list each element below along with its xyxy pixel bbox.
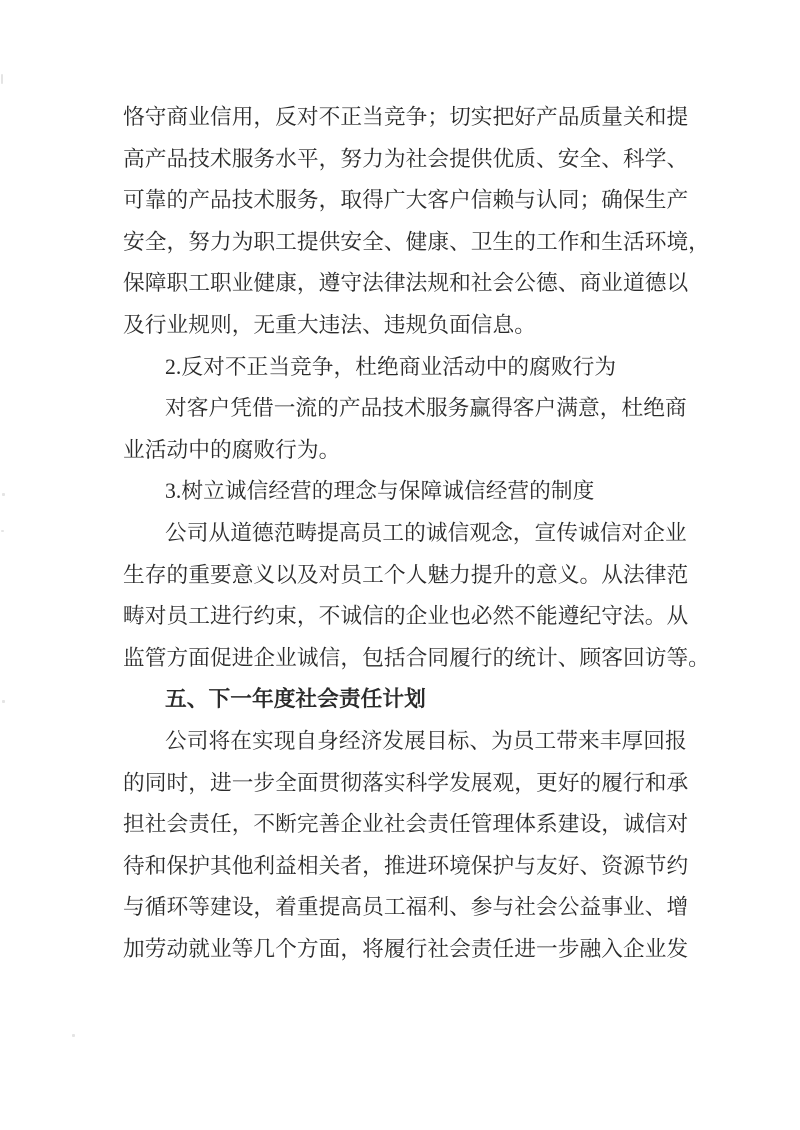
text-line: 恪守商业信用，反对不正当竞争；切实把好产品质量关和提 — [123, 105, 689, 129]
text-line: 业活动中的腐败行为。 — [123, 437, 341, 462]
paragraph-body — [123, 388, 695, 471]
text-line: 及行业规则，无重大违法、违规负面信息。 — [123, 312, 537, 337]
text-line: 高产品技术服务水平，努力为社会提供优质、安全、科学、 — [123, 146, 689, 171]
scan-artifact — [2, 700, 5, 703]
text-line: 畴对员工进行约束，不诚信的企业也必然不能遵纪守法。从 — [123, 604, 689, 629]
text-line: 3.树立诚信经营的理念与保障诚信经营的制度 — [165, 479, 595, 504]
scan-artifact — [72, 1034, 75, 1037]
paragraph-continuation — [123, 97, 710, 347]
text-line: 监管方面促进企业诚信，包括合同履行的统计、顾客回访等。 — [123, 645, 710, 670]
text-line: 待和保护其他利益相关者，推进环境保护与友好、资源节约 — [123, 853, 689, 878]
text-line: 的同时，进一步全面贯彻落实科学发展观，更好的履行和承 — [123, 770, 689, 795]
text-line: 安全，努力为职工提供安全、健康、卫生的工作和生活环境， — [123, 229, 710, 254]
text-line: 公司将在实现自身经济发展目标、为员工带来丰厚回报 — [165, 728, 687, 753]
text-line: 对客户凭借一流的产品技术服务赢得客户满意，杜绝商 — [165, 396, 687, 421]
text-line: 2.反对不正当竞争，杜绝商业活动中的腐败行为 — [165, 354, 617, 379]
heading-line: 五、下一年度社会责任计划 — [165, 687, 426, 712]
paragraph-body — [123, 513, 710, 679]
scan-artifact — [2, 493, 5, 496]
text-line: 担社会责任，不断完善企业社会责任管理体系建设，诚信对 — [123, 812, 689, 837]
text-line: 生存的重要意义以及对员工个人魅力提升的意义。从法律范 — [123, 562, 689, 587]
scan-artifact — [1, 530, 4, 532]
text-line: 可靠的产品技术服务，取得广大客户信赖与认同；确保生产 — [123, 188, 689, 213]
section-heading-5 — [123, 679, 695, 721]
scan-artifact — [1, 74, 3, 84]
text-line: 加劳动就业等几个方面，将履行社会责任进一步融入企业发 — [123, 936, 689, 961]
paragraph-body — [123, 721, 695, 971]
text-line: 与循环等建设，着重提高员工福利、参与社会公益事业、增 — [123, 895, 689, 920]
numbered-item-3 — [123, 471, 695, 513]
numbered-item-2 — [123, 347, 695, 389]
text-line: 保障职工职业健康，遵守法律法规和社会公德、商业道德以 — [123, 271, 689, 296]
document-body — [123, 97, 710, 970]
text-line: 公司从道德范畴提高员工的诚信观念，宣传诚信对企业 — [165, 520, 687, 545]
